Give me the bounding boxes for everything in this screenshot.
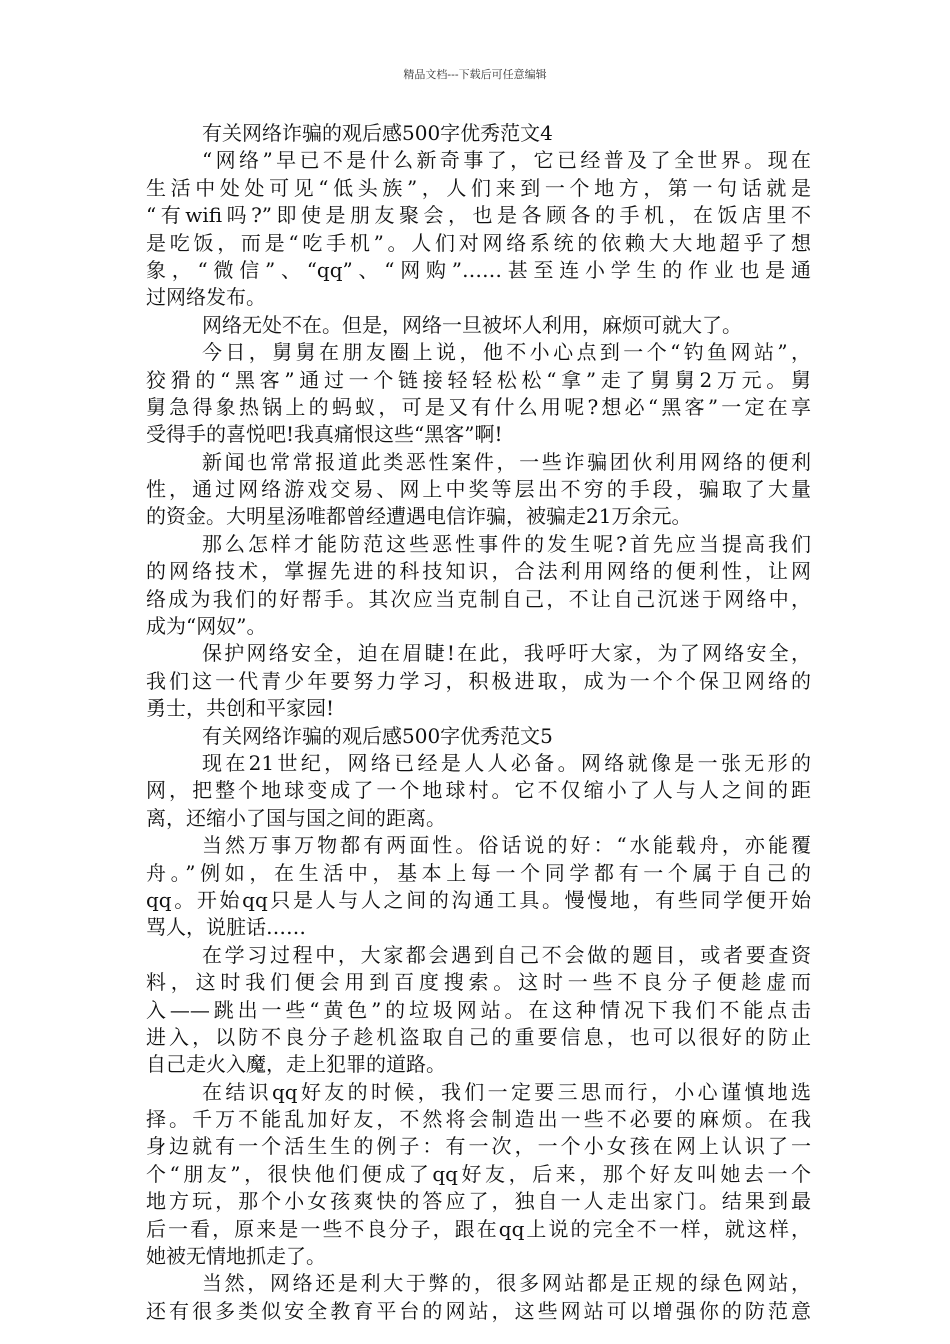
text-line: 入——跳出一些“黄色”的垃圾网站。在这种情况下我们不能点击 (146, 997, 811, 1022)
text-line: 自己走火入魔，走上犯罪的道路。 (146, 1052, 446, 1077)
text-line: 进入，以防不良分子趁机盗取自己的重要信息，也可以很好的防止 (146, 1024, 811, 1049)
text-line: 受得手的喜悦吧!我真痛恨这些“黑客”啊! (146, 422, 503, 447)
text-line: 今日，舅舅在朋友圈上说，他不小心点到一个“钓鱼网站”， (202, 340, 811, 365)
text-line: 择。千万不能乱加好友，不然将会制造出一些不必要的麻烦。在我 (146, 1107, 811, 1132)
page-header: 精品文档---下载后可任意编辑 (403, 68, 547, 81)
text-line: 过网络发布。 (146, 285, 266, 310)
text-line: 她被无情地抓走了。 (146, 1244, 326, 1269)
text-line: 离，还缩小了国与国之间的距离。 (146, 805, 446, 830)
text-line: 个“朋友”，很快他们便成了qq好友，后来，那个好友叫她去一个 (146, 1161, 811, 1186)
text-line: 网，把整个地球变成了一个地球村。它不仅缩小了人与人之间的距 (146, 778, 811, 803)
text-line: 狡猾的“黑客”通过一个链接轻轻松松“拿”走了舅舅2万元。舅 (146, 367, 811, 392)
text-line: 的网络技术，掌握先进的科技知识，合法利用网络的便利性，让网 (146, 559, 811, 584)
text-line: “网络”早已不是什么新奇事了，它已经普及了全世界。现在 (202, 148, 811, 173)
text-line: 网络无处不在。但是，网络一旦被坏人利用，麻烦可就大了。 (202, 312, 742, 337)
text-line: 骂人，说脏话…… (146, 915, 306, 940)
text-line: 在结识qq好友的时候，我们一定要三思而行，小心谨慎地选 (202, 1079, 811, 1104)
text-line: 成为“网奴”。 (146, 614, 267, 639)
text-line: qq。开始qq只是人与人之间的沟通工具。慢慢地，有些同学便开始 (146, 887, 811, 912)
text-line: 的资金。大明星汤唯都曾经遭遇电信诈骗，被骗走21万余元。 (146, 504, 692, 529)
text-line: 后一看，原来是一些不良分子，跟在qq上说的完全不一样，就这样， (146, 1216, 811, 1241)
text-line: 舟。”例如，在生活中，基本上每一个同学都有一个属于自己的 (146, 860, 811, 885)
text-line: 当然，网络还是利大于弊的，很多网站都是正规的绿色网站， (202, 1271, 811, 1296)
text-line: 那么怎样才能防范这些恶性事件的发生呢?首先应当提高我们 (202, 531, 811, 556)
text-line: 保护网络安全，迫在眉睫!在此，我呼吁大家，为了网络安全， (202, 641, 811, 666)
text-line: 新闻也常常报道此类恶性案件，一些诈骗团伙利用网络的便利 (202, 449, 811, 474)
text-line: 我们这一代青少年要努力学习，积极进取，成为一个个保卫网络的 (146, 668, 811, 693)
document-body (146, 120, 811, 1325)
text-line: 络成为我们的好帮手。其次应当克制自己，不让自己沉迷于网络中， (146, 586, 811, 611)
text-line: 当然万事万物都有两面性。俗话说的好：“水能载舟，亦能覆 (202, 833, 811, 858)
text-line: 在学习过程中，大家都会遇到自己不会做的题目，或者要查资 (202, 942, 811, 967)
text-line: 有关网络诈骗的观后感500字优秀范文4 (202, 121, 553, 145)
text-line: 性，通过网络游戏交易、网上中奖等层出不穷的手段，骗取了大量 (146, 477, 811, 502)
text-line: 是吃饭，而是“吃手机”。人们对网络系统的依赖大大地超乎了想 (146, 230, 811, 255)
text-line: 现在21世纪，网络已经是人人必备。网络就像是一张无形的 (202, 750, 811, 775)
text-line: 有关网络诈骗的观后感500字优秀范文5 (202, 723, 553, 748)
text-line: 舅急得象热锅上的蚂蚁，可是又有什么用呢?想必“黑客”一定在享 (146, 394, 811, 419)
text-line: 还有很多类似安全教育平台的网站，这些网站可以增强你的防范意 (146, 1298, 811, 1323)
text-line: 象，“微信”、“qq”、“网购”……甚至连小学生的作业也是通 (146, 257, 811, 282)
text-line: 料，这时我们便会用到百度搜索。这时一些不良分子便趁虚而 (146, 970, 811, 995)
text-line: 身边就有一个活生生的例子：有一次，一个小女孩在网上认识了一 (146, 1134, 811, 1159)
text-line: 生活中处处可见“低头族”，人们来到一个地方，第一句话就是 (146, 175, 811, 200)
text-line: “有wifi吗?”即使是朋友聚会，也是各顾各的手机，在饭店里不 (146, 203, 811, 228)
text-line: 勇士，共创和平家园! (146, 696, 335, 721)
text-line: 地方玩，那个小女孩爽快的答应了，独自一人走出家门。结果到最 (146, 1189, 811, 1214)
